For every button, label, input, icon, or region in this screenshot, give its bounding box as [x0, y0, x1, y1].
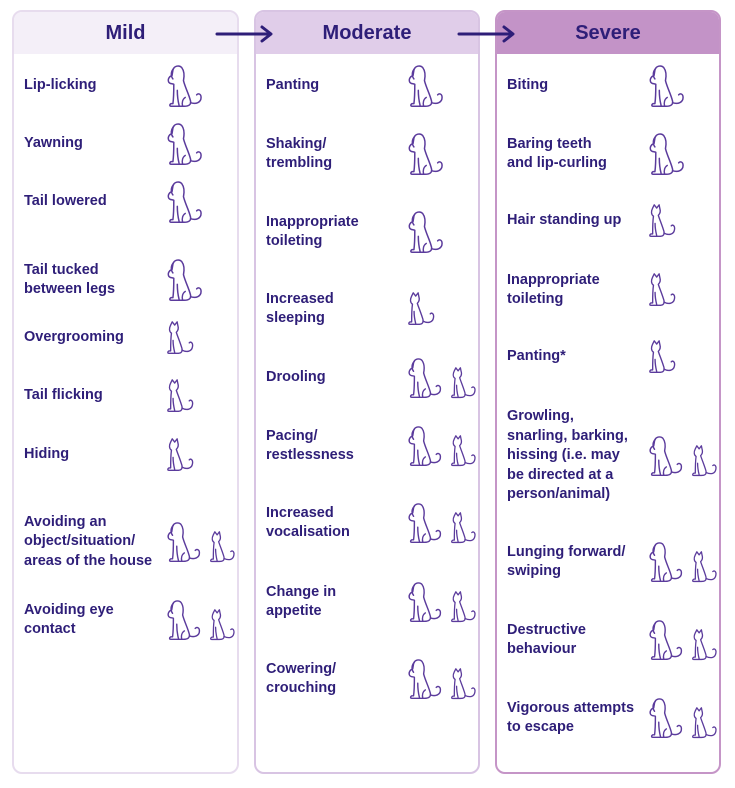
- cat-icon: [208, 609, 238, 641]
- sign-label: Avoiding an object/situation/ areas of the house: [24, 513, 153, 569]
- cat-icon: [690, 707, 720, 739]
- sign-label: Increased vocalisation: [266, 504, 350, 540]
- species-icons: [647, 697, 720, 739]
- sign-label: Shaking/ trembling: [266, 135, 333, 171]
- species-icons: [647, 435, 720, 477]
- sign-label: Lunging forward/ swiping: [507, 543, 626, 579]
- dog-icon: [406, 425, 445, 467]
- column-severe: [495, 10, 721, 774]
- sign-item: [507, 406, 715, 506]
- species-icons: [406, 357, 479, 399]
- dog-icon: [406, 210, 446, 254]
- species-icons: [647, 64, 687, 108]
- sign-label: Yawning: [24, 135, 83, 152]
- sign-label: Hiding: [24, 446, 70, 463]
- cat-icon: [647, 273, 679, 307]
- sign-label: Baring teeth and lip-curling: [507, 135, 607, 171]
- sign-label: Vigorous attempts to escape: [507, 699, 635, 735]
- cat-icon: [690, 551, 720, 583]
- column-title: Moderate: [256, 12, 478, 54]
- species-icons: [647, 541, 720, 583]
- dog-icon: [165, 521, 204, 563]
- species-icons: [165, 438, 197, 472]
- arrow-right-icon: [457, 24, 519, 44]
- dog-icon: [647, 619, 686, 661]
- column-mild: [12, 10, 239, 774]
- species-icons: [406, 502, 479, 544]
- dog-icon: [647, 541, 686, 583]
- sign-label: Inappropriate toileting: [266, 213, 359, 249]
- cat-icon: [690, 445, 720, 477]
- sign-label: Inappropriate toileting: [507, 271, 600, 307]
- species-icons: [406, 210, 446, 254]
- dog-icon: [165, 599, 204, 641]
- sign-label: Cowering/ crouching: [266, 660, 337, 696]
- sign-label: Destructive behaviour: [507, 621, 586, 657]
- sign-item: [507, 307, 715, 407]
- sign-label: Overgrooming: [24, 329, 124, 346]
- sign-label: Change in appetite: [266, 583, 337, 619]
- cat-icon: [449, 512, 479, 544]
- dog-icon: [647, 697, 686, 739]
- species-icons: [406, 132, 446, 176]
- cat-icon: [690, 629, 720, 661]
- dog-icon: [406, 502, 445, 544]
- species-icons: [647, 619, 720, 661]
- sign-label: Panting: [266, 77, 320, 94]
- dog-icon: [406, 357, 445, 399]
- column-title: Mild: [14, 12, 237, 54]
- sign-label: Lip-licking: [24, 77, 97, 94]
- dog-icon: [647, 435, 686, 477]
- cat-icon: [449, 591, 479, 623]
- sign-label: Pacing/ restlessness: [266, 427, 354, 463]
- sign-item: [24, 570, 233, 670]
- cat-icon: [647, 204, 679, 238]
- cat-icon: [449, 668, 479, 700]
- sign-label: Hair standing up: [507, 212, 622, 229]
- cat-icon: [449, 367, 479, 399]
- species-icons: [165, 521, 238, 563]
- sign-label: Tail flicking: [24, 387, 103, 404]
- arrow-right-icon: [215, 24, 277, 44]
- species-icons: [647, 273, 679, 307]
- species-icons: [406, 658, 479, 700]
- species-icons: [647, 132, 687, 176]
- sign-label: Avoiding eye contact: [24, 601, 114, 637]
- species-icons: [165, 180, 205, 224]
- sign-label: Tail tucked between legs: [24, 261, 116, 297]
- dog-icon: [406, 132, 446, 176]
- cat-icon: [208, 531, 238, 563]
- sign-label: Increased sleeping: [266, 290, 334, 326]
- species-icons: [406, 425, 479, 467]
- dog-icon: [647, 132, 687, 176]
- sign-label: Panting*: [507, 348, 566, 365]
- species-icons: [406, 581, 479, 623]
- species-icons: [647, 204, 679, 238]
- species-icons: [406, 64, 446, 108]
- dog-icon: [406, 658, 445, 700]
- sign-label: Growling, snarling, barking, hissing (i.e. may be directed at a person/animal): [507, 408, 628, 503]
- species-icons: [406, 292, 438, 326]
- column-moderate: [254, 10, 480, 774]
- cat-icon: [449, 435, 479, 467]
- sign-item: [266, 629, 474, 729]
- cat-icon: [406, 292, 438, 326]
- dog-icon: [406, 581, 445, 623]
- sign-label: Biting: [507, 77, 549, 94]
- sign-item: [507, 668, 715, 768]
- dog-icon: [647, 64, 687, 108]
- species-icons: [165, 599, 238, 641]
- column-title: Severe: [497, 12, 719, 54]
- species-icons: [647, 340, 679, 374]
- sign-label: Drooling: [266, 369, 326, 386]
- cat-icon: [165, 438, 197, 472]
- dog-icon: [406, 64, 446, 108]
- dog-icon: [165, 180, 205, 224]
- sign-label: Tail lowered: [24, 193, 107, 210]
- cat-icon: [647, 340, 679, 374]
- sign-item: [24, 405, 233, 505]
